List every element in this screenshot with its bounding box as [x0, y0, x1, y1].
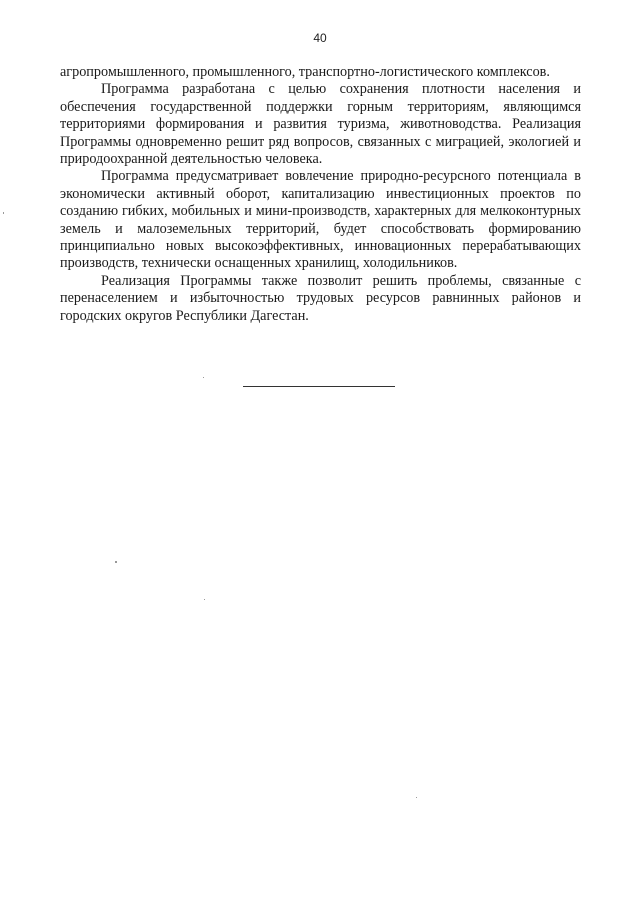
document-body — [60, 64, 581, 325]
page-number: 40 — [313, 31, 327, 45]
paragraph-program-provisions: Программа предусматривает вовлечение природно-ресурсного потенциала в экономически активный оборот, капитализацию инвестиционных проектов по созданию гибких, мобильных и мини-производств, характерных для мелкоконтурных земель и малоземельных территорий, будет способствовать формированию принципиально новых высокоэффективных, инновационных перерабатывающих производств, технически оснащенных хранилищ, холодильников. — [60, 168, 581, 272]
scan-speck — [115, 561, 117, 563]
scan-speck — [3, 212, 4, 214]
paragraph-continuation: агропромышленного, промышленного, транспортно-логистического комплексов. — [60, 64, 550, 80]
paragraph-program-purpose: Программа разработана с целью сохранения плотности населения и обеспечения государственной поддержки горным территориям, являющимся территориями формирования и развития туризма, животноводства. Реализация Программы одновременно решит ряд вопросов, связанных с миграцией, экологией и природоохранной деятельностью человека. — [60, 81, 581, 168]
paragraph-program-realization: Реализация Программы также позволит решить проблемы, связанные с перенаселением и избыточностью трудовых ресурсов равнинных районов и городских округов Республики Дагестан. — [60, 272, 581, 324]
section-divider-line — [243, 386, 395, 387]
scan-speck — [204, 599, 205, 600]
scan-speck — [203, 377, 204, 378]
scan-speck — [416, 797, 417, 798]
